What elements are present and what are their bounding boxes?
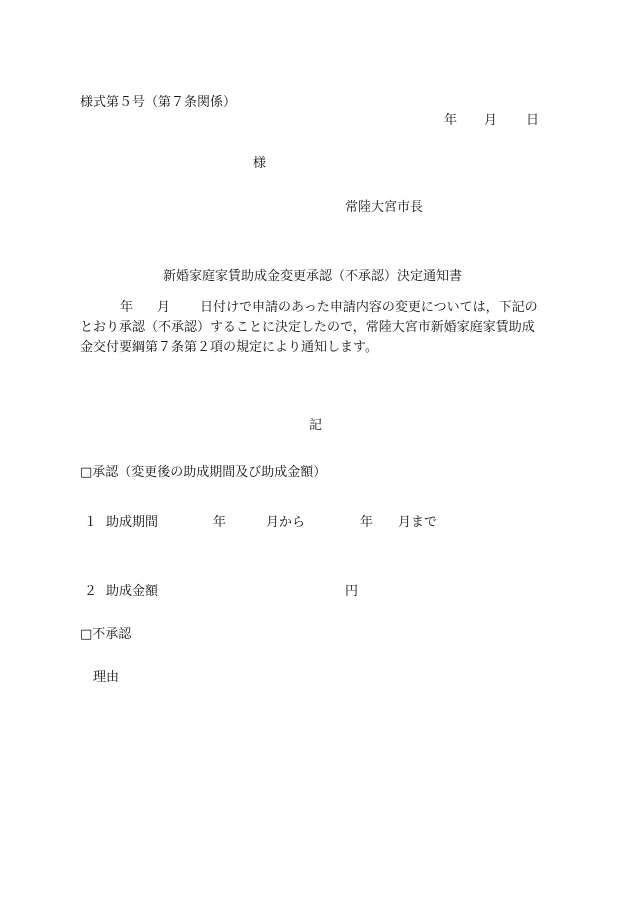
document-title: 新婚家庭家賃助成金変更承認（不承認）決定通知書 bbox=[163, 269, 463, 284]
item-2-unit: 円 bbox=[345, 584, 359, 599]
date-day-label: 日 bbox=[526, 113, 540, 128]
disapproval-option: □不承認 bbox=[80, 627, 132, 642]
reason-label: 理由 bbox=[93, 670, 120, 685]
body-month-label: 月 bbox=[157, 300, 171, 315]
body-paragraph bbox=[80, 298, 552, 358]
item-1-year-1: 年 bbox=[213, 515, 227, 530]
item-1-label: 助成期間 bbox=[106, 515, 159, 530]
addressee-suffix: 様 bbox=[253, 156, 267, 171]
body-line-1-text: 日付けで申請のあった申請内容の変更については，下記の bbox=[200, 300, 538, 315]
body-line-3: 金交付要綱第７条第２項の規定により通知します。 bbox=[80, 340, 378, 355]
item-2-number: ２ bbox=[84, 584, 98, 599]
issuer-name: 常陸大宮市長 bbox=[345, 200, 424, 215]
item-1-month-to: 月まで bbox=[398, 515, 438, 530]
item-1-number: １ bbox=[84, 515, 98, 530]
date-month-label: 月 bbox=[484, 113, 498, 128]
body-year-label: 年 bbox=[120, 300, 134, 315]
body-line-1 bbox=[80, 298, 552, 318]
item-1-month-from: 月から bbox=[266, 515, 306, 530]
approval-option: □承認（変更後の助成期間及び助成金額） bbox=[80, 465, 327, 480]
date-year-label: 年 bbox=[444, 113, 458, 128]
body-line-2: とおり承認（不承認）することに決定したので，常陸大宮市新婚家庭家賃助成 bbox=[80, 320, 535, 335]
item-2-label: 助成金額 bbox=[106, 584, 159, 599]
item-1-year-2: 年 bbox=[360, 515, 374, 530]
ki-heading: 記 bbox=[309, 418, 323, 433]
form-number: 様式第５号（第７条関係） bbox=[80, 95, 237, 110]
